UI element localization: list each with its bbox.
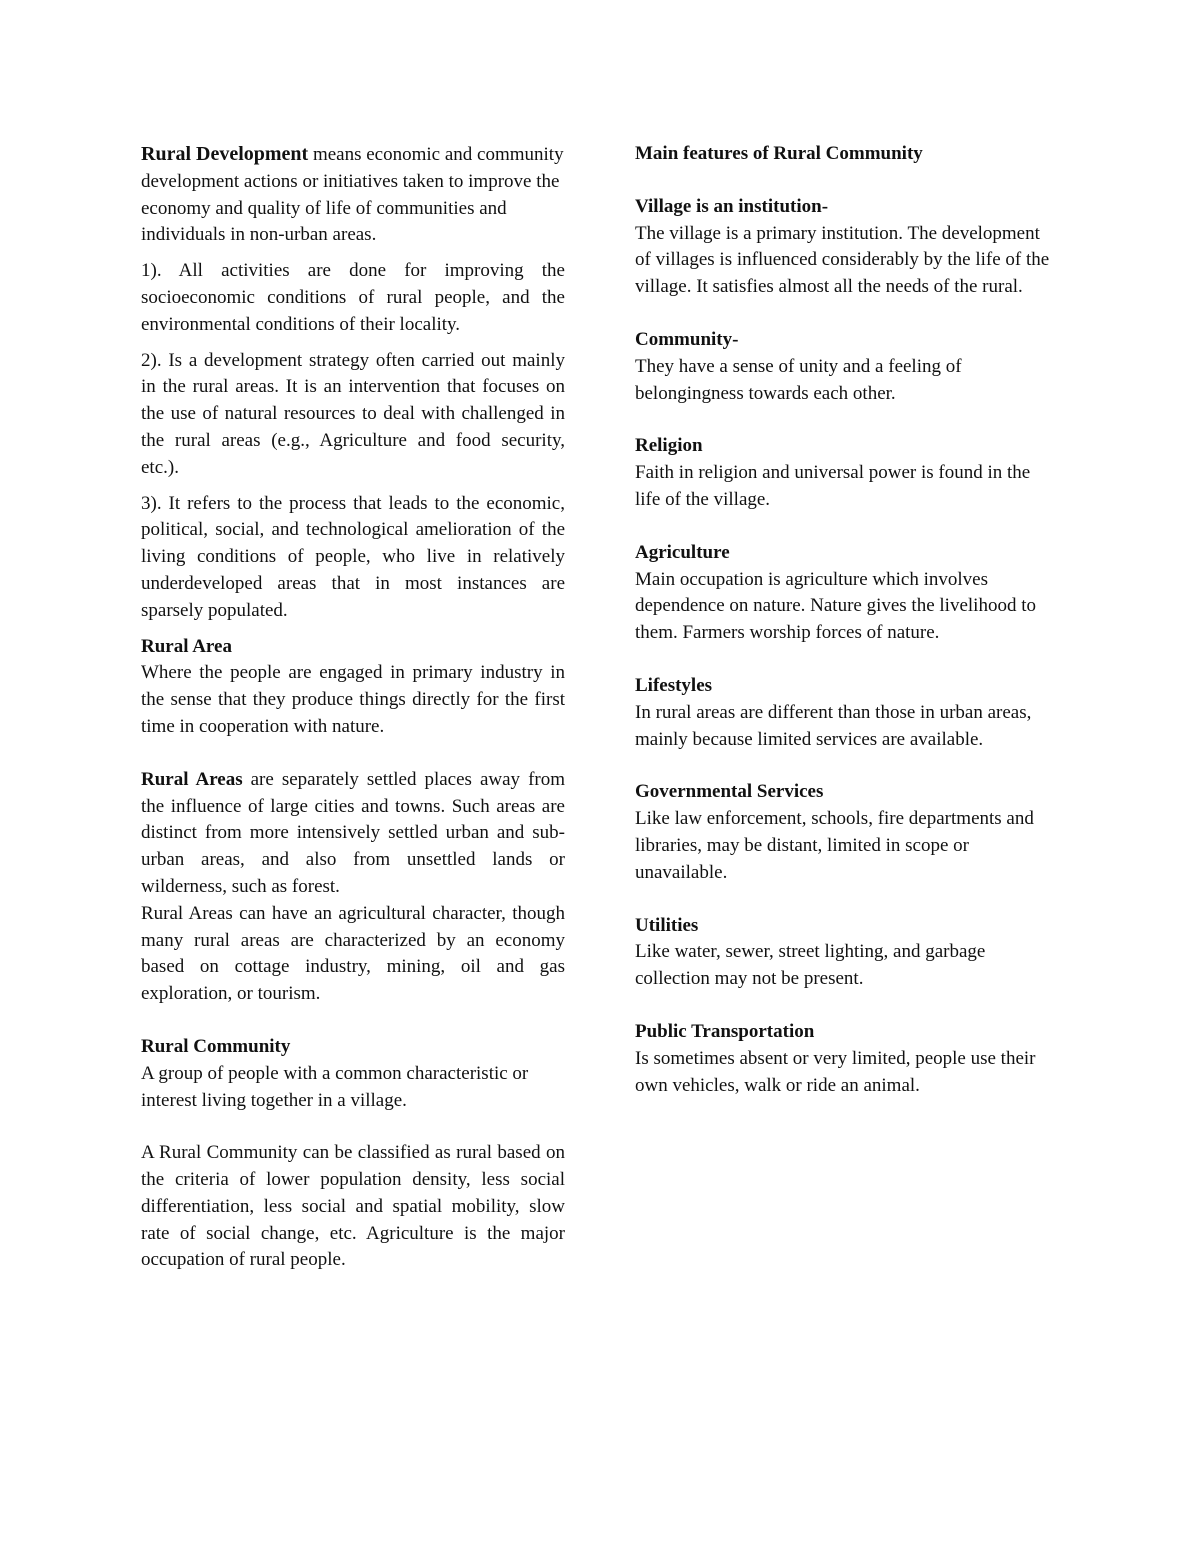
feature-heading: Utilities — [635, 914, 699, 936]
feature-community — [635, 327, 1060, 407]
rural-community-heading: Rural Community — [141, 1035, 291, 1057]
feature-heading: Governmental Services — [635, 781, 824, 803]
feature-text: In rural areas are different than those in urban areas, mainly because limited services are available. — [635, 701, 1032, 750]
rural-area-heading: Rural Area — [141, 635, 232, 657]
classification-section — [141, 1140, 565, 1274]
feature-text: They have a sense of unity and a feeling of belongingness towards each other. — [635, 355, 962, 404]
right-column — [635, 141, 1060, 1125]
rural-area-text: Where the people are engaged in primary industry in the sense that they produce things directly for the first time in cooperation with nature. — [141, 662, 565, 737]
rural-community-text: A group of people with a common characteristic or interest living together in a village. — [141, 1062, 529, 1111]
point-2: 2). Is a development strategy often carried out mainly in the rural areas. It is an intervention that focuses on the use of natural resources to deal with challenged in the rural areas (e.g., Agriculture and food security, etc.). — [141, 349, 565, 478]
rural-areas-text-2: Rural Areas can have an agricultural character, though many rural areas are characterized by an economy based on cottage industry, mining, oil and gas exploration, or tourism. — [141, 902, 565, 1005]
feature-text: Is sometimes absent or very limited, people use their own vehicles, walk or ride an animal. — [635, 1047, 1036, 1096]
feature-public-transportation — [635, 1019, 1060, 1099]
rural-areas-section — [141, 767, 565, 1008]
features-title: Main features of Rural Community — [635, 143, 923, 164]
feature-heading: Religion — [635, 435, 703, 457]
feature-heading: Village is an institution- — [635, 195, 829, 217]
rural-areas-term: Rural Areas — [141, 768, 243, 790]
feature-text: The village is a primary institution. The development of villages is influenced considerably by the life of the village. It satisfies almost all the needs of the rural. — [635, 222, 1050, 298]
rural-community-section — [141, 1034, 565, 1114]
intro-paragraph — [141, 141, 565, 249]
point-3: 3). It refers to the process that leads to the economic, political, social, and technological amelioration of the living conditions of people, who live in relatively underdeveloped areas that in most instances are sparsely populated. — [141, 492, 565, 621]
feature-text: Main occupation is agriculture which involves dependence on nature. Nature gives the livelihood to them. Farmers worship forces of nature. — [635, 568, 1036, 644]
rural-area-section — [141, 634, 565, 741]
left-column — [141, 141, 565, 1274]
feature-heading: Lifestyles — [635, 674, 713, 696]
feature-heading: Community- — [635, 328, 739, 350]
intro-text: means economic and community development actions or initiatives taken to improve the economy and quality of life of communities and individuals in non-urban areas. — [141, 144, 564, 246]
feature-text: Like law enforcement, schools, fire departments and libraries, may be distant, limited in scope or unavailable. — [635, 808, 1034, 883]
feature-governmental-services — [635, 779, 1060, 886]
feature-agriculture — [635, 540, 1060, 647]
feature-village — [635, 194, 1060, 301]
feature-heading: Agriculture — [635, 541, 730, 563]
feature-text: Like water, sewer, street lighting, and garbage collection may not be present. — [635, 941, 986, 990]
point-1: 1). All activities are done for improving the socioeconomic conditions of rural people, and the environmental conditions of their locality. — [141, 260, 565, 335]
rural-areas-text-1: are separately settled places away from the influence of large cities and towns. Such areas are distinct from more intensively settled urban and sub-urban areas, and also from unsettled lands or wilderness, such as forest. — [141, 768, 565, 897]
feature-utilities — [635, 913, 1060, 993]
feature-heading: Public Transportation — [635, 1020, 815, 1042]
feature-lifestyles — [635, 673, 1060, 753]
intro-term: Rural Development — [141, 143, 309, 165]
feature-religion — [635, 433, 1060, 513]
feature-text: Faith in religion and universal power is found in the life of the village. — [635, 462, 1031, 510]
rural-areas-paragraph — [141, 767, 565, 901]
classification-text: A Rural Community can be classified as rural based on the criteria of lower population density, less social differentiation, less social and spatial mobility, slow rate of social change, etc. Agriculture is the major occupation of rural people. — [141, 1142, 565, 1271]
